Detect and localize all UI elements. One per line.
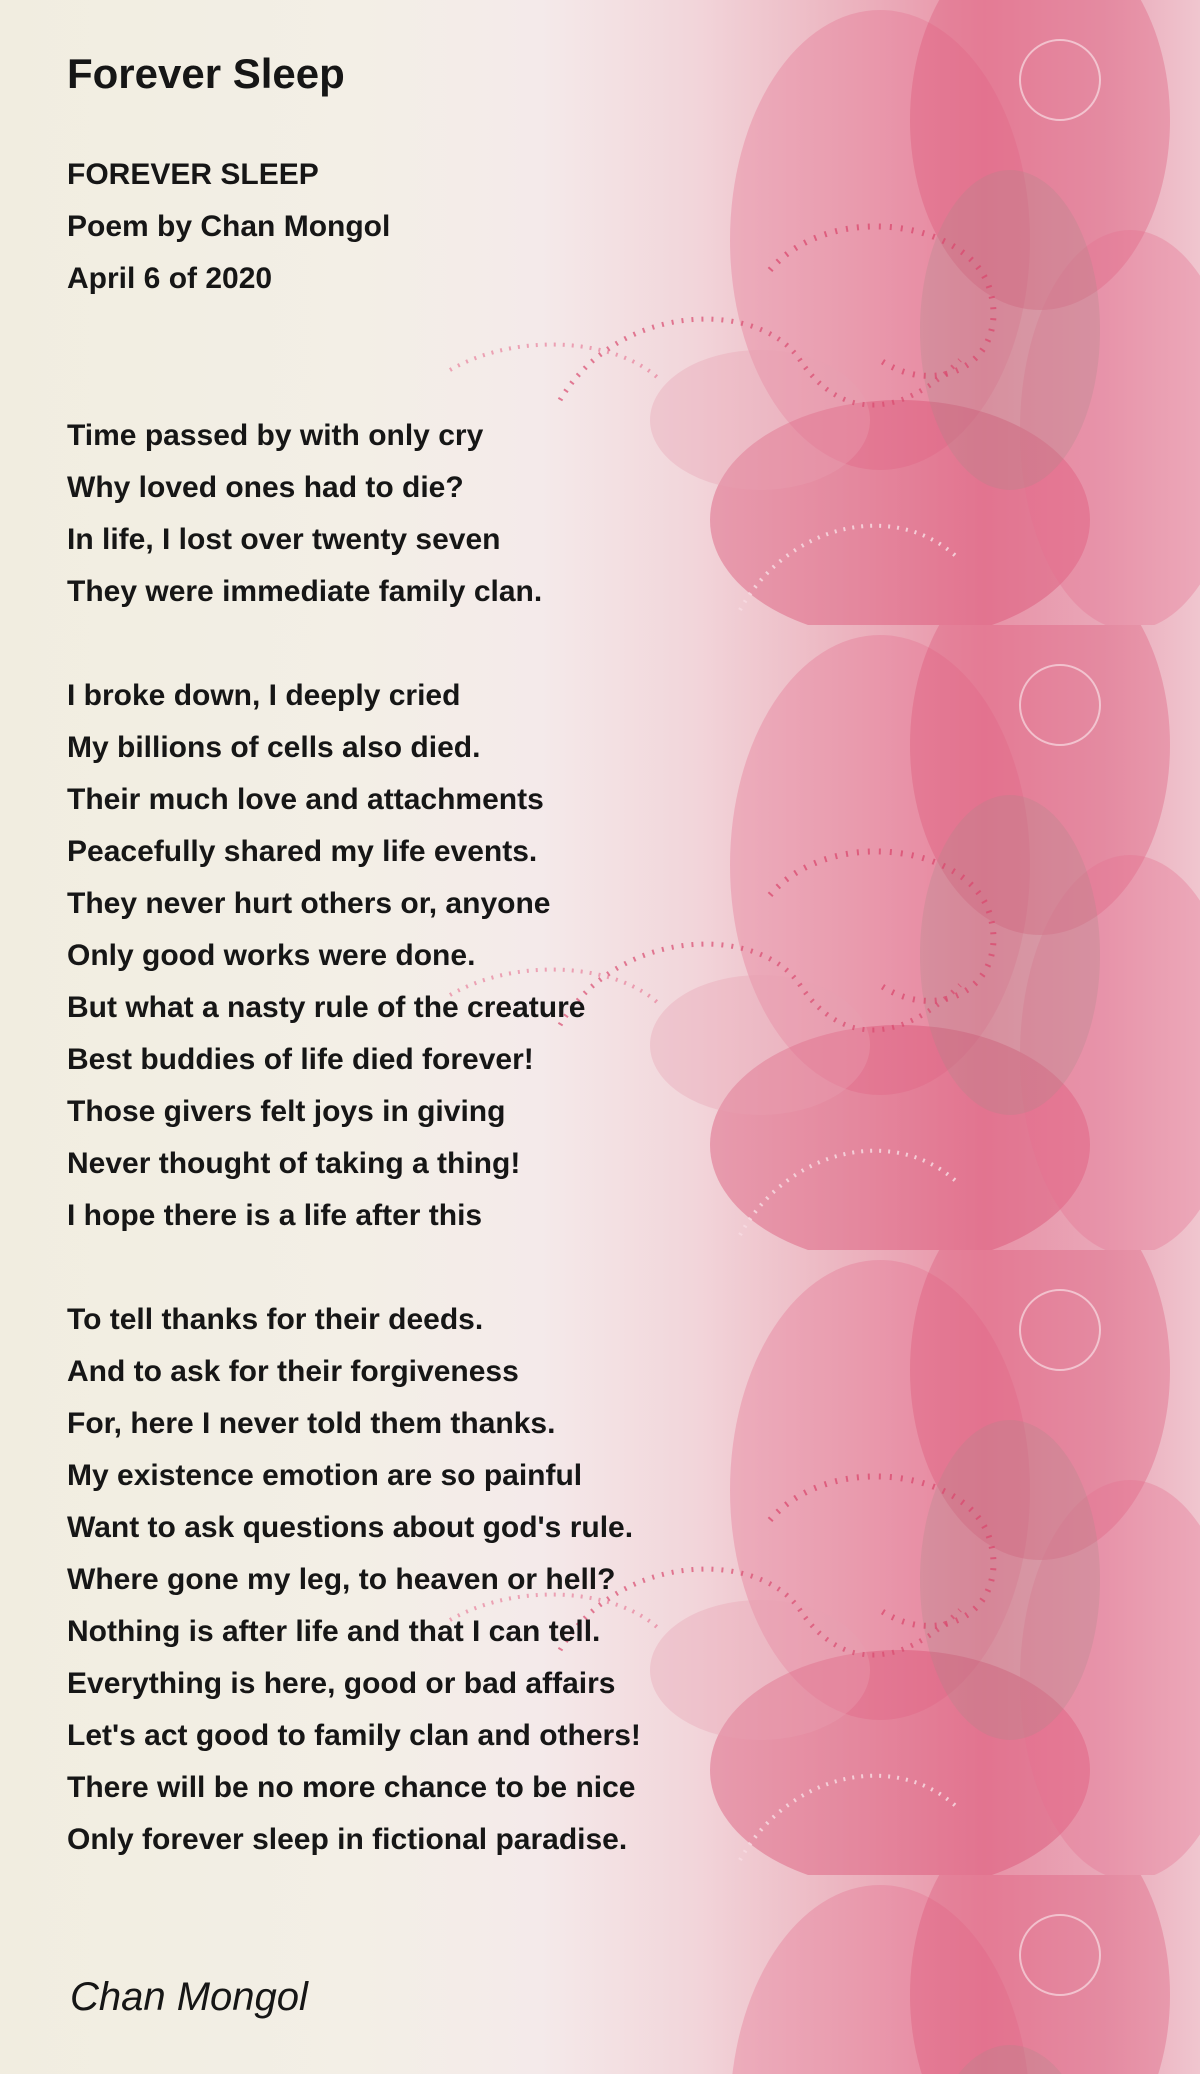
poem-line: And to ask for their forgiveness [67,1355,519,1388]
poem-line: I hope there is a life after this [67,1199,483,1232]
poem-line: To tell thanks for their deeds. [67,1303,484,1336]
poem-line: They were immediate family clan. [67,575,543,608]
poem-header-line: April 6 of 2020 [67,262,273,295]
poem-title: Forever Sleep [67,50,345,97]
poem-line: My billions of cells also died. [67,731,481,764]
poem-line: Time passed by with only cry [67,419,484,452]
poem-line: Best buddies of life died forever! [67,1043,534,1076]
poem-line: They never hurt others or, anyone [67,887,551,920]
poem-line: Peacefully shared my life events. [67,835,538,868]
poem-line: Everything is here, good or bad affairs [67,1667,616,1700]
poem-line: But what a nasty rule of the creature [67,991,586,1024]
poem-line: I broke down, I deeply cried [67,679,461,712]
author-signature: Chan Mongol [70,1975,308,2019]
poem-line: Their much love and attachments [67,783,544,816]
poem-line: Never thought of taking a thing! [67,1147,521,1180]
poem-line: In life, I lost over twenty seven [67,523,501,556]
poem-header-line: Poem by Chan Mongol [67,210,391,243]
poem-line: Where gone my leg, to heaven or hell? [67,1563,616,1596]
poem-line: Only forever sleep in fictional paradise. [67,1823,628,1856]
poem-line: My existence emotion are so painful [67,1459,583,1492]
poem-line: Those givers felt joys in giving [67,1095,506,1128]
poem-line: Nothing is after life and that I can tell. [67,1615,601,1648]
poem-header-line: FOREVER SLEEP [67,158,319,191]
poem-line: There will be no more chance to be nice [67,1771,636,1804]
poem-line: For, here I never told them thanks. [67,1407,556,1440]
poem-line: Only good works were done. [67,939,476,972]
poem-line: Let's act good to family clan and others! [67,1719,641,1752]
poem-line: Why loved ones had to die? [67,471,464,504]
poem-line: Want to ask questions about god's rule. [67,1511,634,1544]
